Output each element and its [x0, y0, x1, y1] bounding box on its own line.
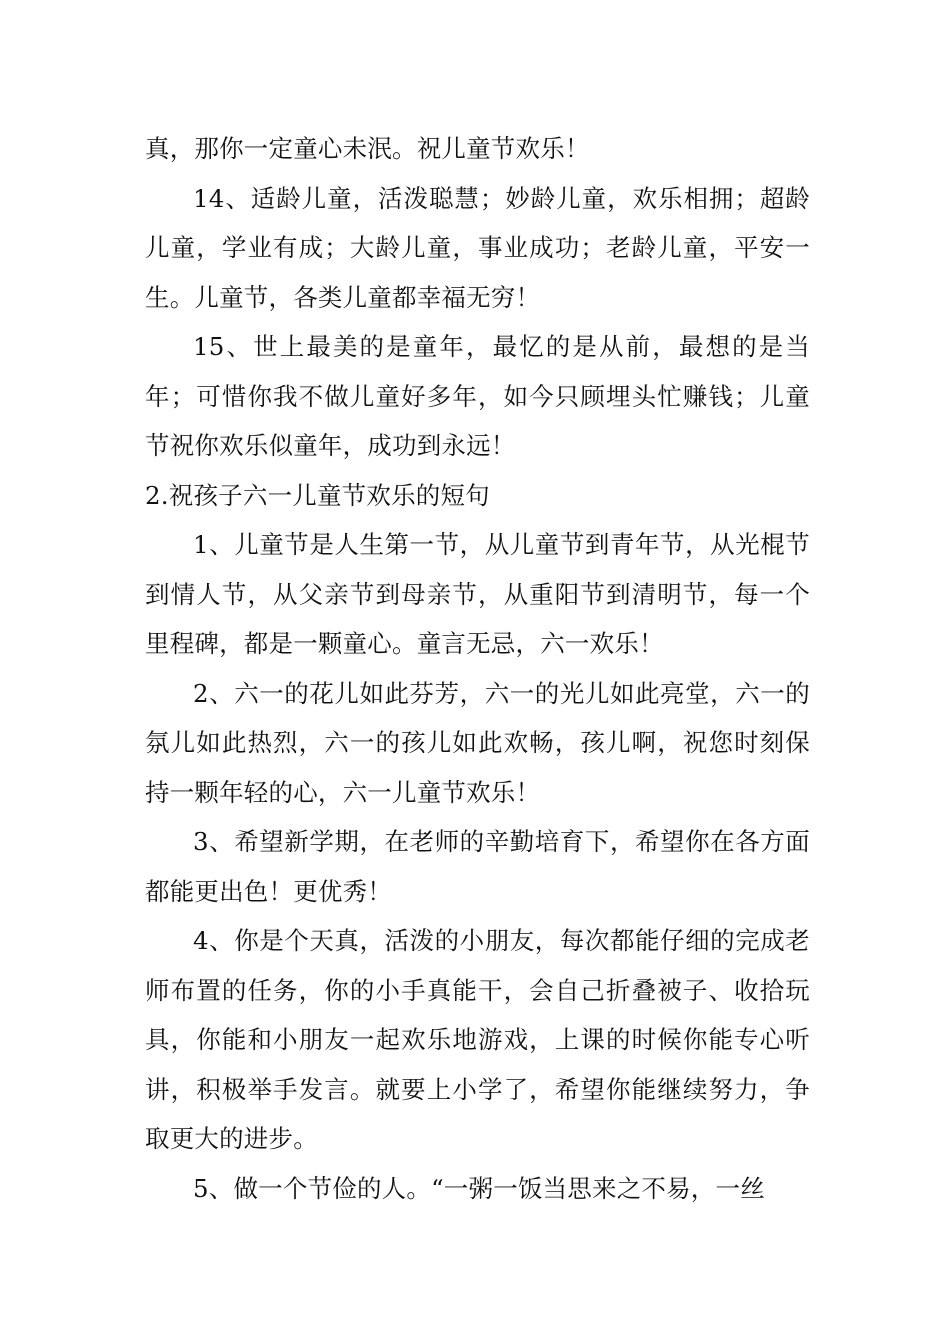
paragraph-15: 15、世上最美的是童年，最忆的是从前，最想的是当年；可惜你我不做儿童好多年，如今只顾埋头忙赚钱；儿童节祝你欢乐似童年，成功到永远！: [145, 332, 810, 460]
paragraph-1: 1、儿童节是人生第一节，从儿童节到青年节，从光棍节到情人节，从父亲节到母亲节，从重阳节到清明节，每一个里程碑，都是一颗童心。童言无忌，六一欢乐！: [145, 530, 810, 658]
paragraph-3: 3、希望新学期，在老师的辛勤培育下，希望你在各方面都能更出色！更优秀！: [145, 827, 810, 906]
paragraph-2: 2、六一的花儿如此芬芳，六一的光儿如此亮堂，六一的氛儿如此热烈，六一的孩儿如此欢畅，孩儿啊，祝您时刻保持一颗年轻的心，六一儿童节欢乐！: [145, 678, 810, 807]
paragraph-4: 4、你是个天真，活泼的小朋友，每次都能仔细的完成老师布置的任务，你的小手真能干，会自己折叠被子、收拾玩具，你能和小朋友一起欢乐地游戏，上课的时候你能专心听讲，积极举手发言。就要上小学了，希望你能继续努力，争取更大的进步。: [145, 926, 810, 1153]
paragraph-5: 5、做一个节俭的人。“一粥一饭当思来之不易，一丝: [193, 1173, 765, 1203]
paragraph-14: 14、适龄儿童，活泼聪慧；妙龄儿童，欢乐相拥；超龄儿童，学业有成；大龄儿童，事业成功；老龄儿童，平安一生。儿童节，各类儿童都幸福无穷！: [145, 183, 810, 312]
document-body: [145, 124, 810, 1213]
paragraph-continuation: 真，那你一定童心未泯。祝儿童节欢乐！: [145, 134, 590, 163]
section-heading: 2.祝孩子六一儿童节欢乐的短句: [145, 480, 490, 510]
